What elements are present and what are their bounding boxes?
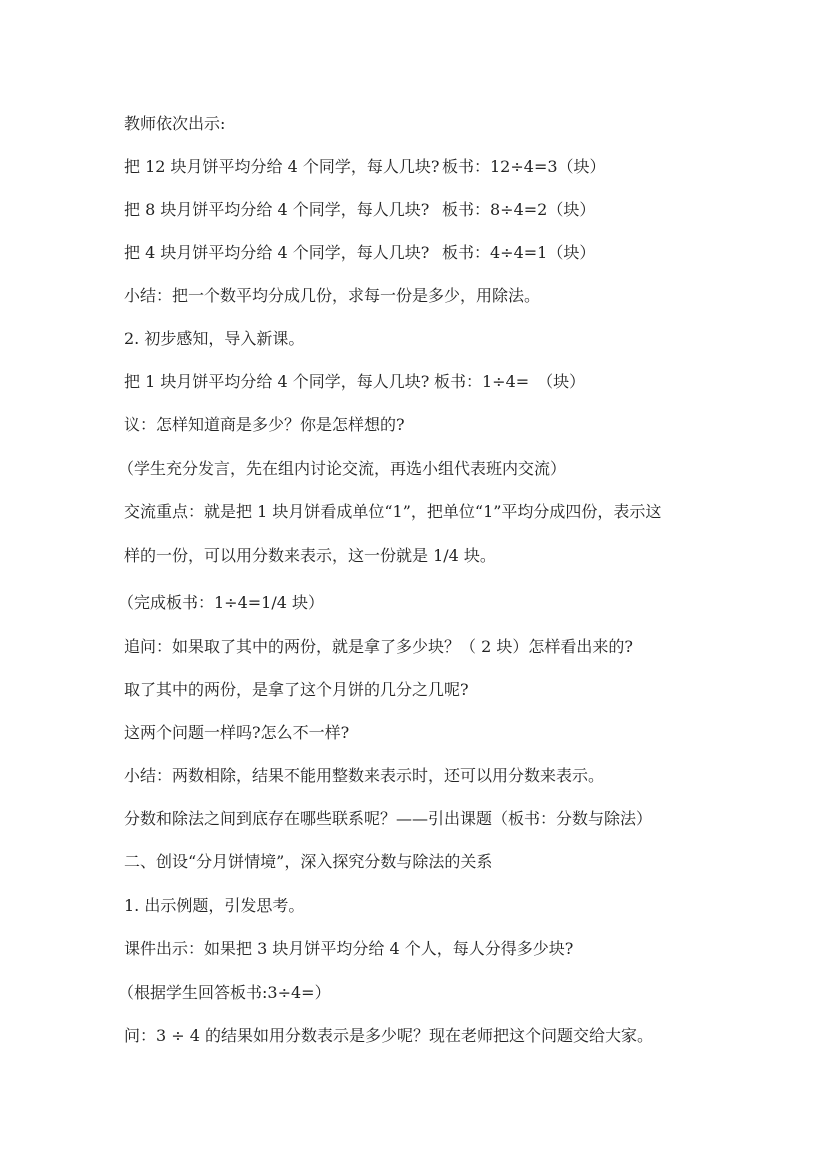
text-line: 取了其中的两份，是拿了这个月饼的几分之几呢? xyxy=(124,680,469,699)
board-note: 板书：1÷4= （块） xyxy=(434,372,586,391)
text-line: 议：怎样知道商是多少？你是怎样想的? xyxy=(124,415,405,434)
text-line: 问：3 ÷ 4 的结果如用分数表示是多少呢？现在老师把这个问题交给大家。 xyxy=(124,1026,654,1045)
section-heading: 二、创设“分月饼情境”，深入探究分数与除法的关系 xyxy=(124,852,493,871)
text-line: 分数和除法之间到底存在哪些联系呢？——引出课题（板书：分数与除法） xyxy=(124,809,653,828)
text-line: （学生充分发言，先在组内讨论交流，再选小组代表班内交流） xyxy=(118,459,567,478)
text-line: 课件出示：如果把 3 块月饼平均分给 4 个人，每人分得多少块? xyxy=(124,939,574,958)
section-heading: 2. 初步感知，导入新课。 xyxy=(124,329,305,348)
text-line: 把 1 块月饼平均分给 4 个同学，每人几块? xyxy=(124,372,430,391)
text-line: 这两个问题一样吗?怎么不一样? xyxy=(124,723,350,742)
text-line: （完成板书：1÷4=1/4 块） xyxy=(118,593,325,612)
text-line: （根据学生回答板书:3÷4=） xyxy=(118,983,331,1002)
text-line: 教师依次出示: xyxy=(124,114,226,133)
text-line: 追问：如果取了其中的两份，就是拿了多少块？（ 2 块）怎样看出来的? xyxy=(124,637,633,656)
board-note: 板书：8÷4=2（块） xyxy=(442,200,596,219)
text-line: 交流重点：就是把 1 块月饼看成单位“1”，把单位“1”平均分成四份，表示这 xyxy=(124,502,662,521)
text-line: 样的一份，可以用分数来表示，这一份就是 1/4 块。 xyxy=(124,546,496,565)
board-note: 板书：12÷4=3（块） xyxy=(442,157,606,176)
summary-line: 小结：把一个数平均分成几份，求每一份是多少，用除法。 xyxy=(124,286,541,305)
section-heading: 1. 出示例题，引发思考。 xyxy=(124,896,305,915)
text-line: 把 12 块月饼平均分给 4 个同学，每人几块? xyxy=(124,157,440,176)
summary-line: 小结：两数相除，结果不能用整数来表示时，还可以用分数来表示。 xyxy=(124,766,605,785)
text-line: 把 4 块月饼平均分给 4 个同学，每人几块? xyxy=(124,243,430,262)
text-line: 把 8 块月饼平均分给 4 个同学，每人几块? xyxy=(124,200,430,219)
board-note: 板书：4÷4=1（块） xyxy=(442,243,596,262)
